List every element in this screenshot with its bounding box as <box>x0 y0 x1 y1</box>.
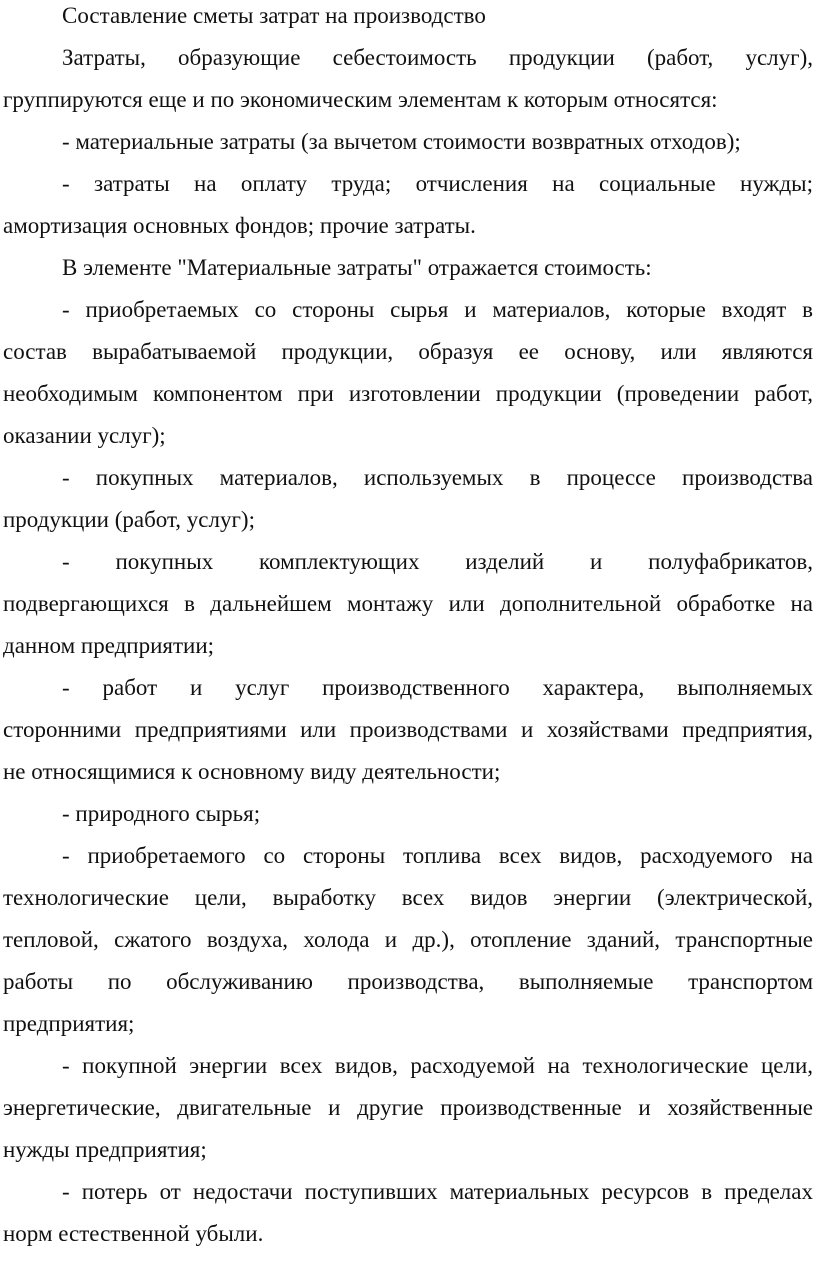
paragraph-first-line: - затраты на оплату труда; отчисления на социальные нужды; <box>62 171 813 196</box>
paragraph-line: тепловой, сжатого воздуха, холода и др.), отопление зданий, транспортные <box>3 927 813 952</box>
paragraph-line: энергетические, двигательные и другие производственные и хозяйственные <box>3 1095 813 1120</box>
paragraph-line: норм естественной убыли. <box>3 1221 264 1246</box>
paragraph-line: амортизация основных фондов; прочие затраты. <box>3 213 476 238</box>
paragraph-first-line: - покупных комплектующих изделий и полуфабрикатов, <box>62 549 813 574</box>
paragraph-line: предприятия; <box>3 1011 135 1036</box>
paragraph-line: группируются еще и по экономическим элементам к которым относятся: <box>3 87 718 112</box>
paragraph-first-line: - приобретаемых со стороны сырья и материалов, которые входят в <box>62 297 813 322</box>
paragraph-line: необходимым компонентом при изготовлении продукции (проведении работ, <box>3 381 813 406</box>
paragraph-first-line: - покупных материалов, используемых в процессе производства <box>62 465 813 490</box>
paragraph-first-line: - приобретаемого со стороны топлива всех видов, расходуемого на <box>62 843 813 868</box>
paragraph-line: подвергающихся в дальнейшем монтажу или дополнительной обработке на <box>3 591 813 616</box>
paragraph-line: не относящимися к основному виду деятельности; <box>3 759 501 784</box>
paragraph-first-line: - покупной энергии всех видов, расходуемой на технологические цели, <box>62 1053 813 1078</box>
document-title: Составление сметы затрат на производство <box>62 3 486 28</box>
paragraph-first-line: - работ и услуг производственного характера, выполняемых <box>62 675 813 700</box>
paragraph-line: сторонними предприятиями или производствами и хозяйствами предприятия, <box>3 717 813 742</box>
paragraph-first-line: В элементе "Материальные затраты" отражается стоимость: <box>62 255 652 280</box>
paragraph-line: технологические цели, выработку всех видов энергии (электрической, <box>3 885 813 910</box>
paragraph-line: данном предприятии; <box>3 633 215 658</box>
paragraph-line: продукции (работ, услуг); <box>3 507 255 532</box>
paragraph-line: работы по обслуживанию производства, выполняемые транспортом <box>3 969 813 994</box>
paragraph-first-line: Затраты, образующие себестоимость продукции (работ, услуг), <box>62 45 813 70</box>
document-body <box>3 0 813 1255</box>
paragraph-line: нужды предприятия; <box>3 1137 207 1162</box>
paragraph-line: состав вырабатываемой продукции, образуя ее основу, или являются <box>3 339 813 364</box>
paragraph-first-line: - природного сырья; <box>62 801 261 826</box>
paragraph-line: оказании услуг); <box>3 423 166 448</box>
paragraph-first-line: - материальные затраты (за вычетом стоимости возвратных отходов); <box>62 129 741 154</box>
paragraph-first-line: - потерь от недостачи поступивших материальных ресурсов в пределах <box>62 1179 813 1204</box>
